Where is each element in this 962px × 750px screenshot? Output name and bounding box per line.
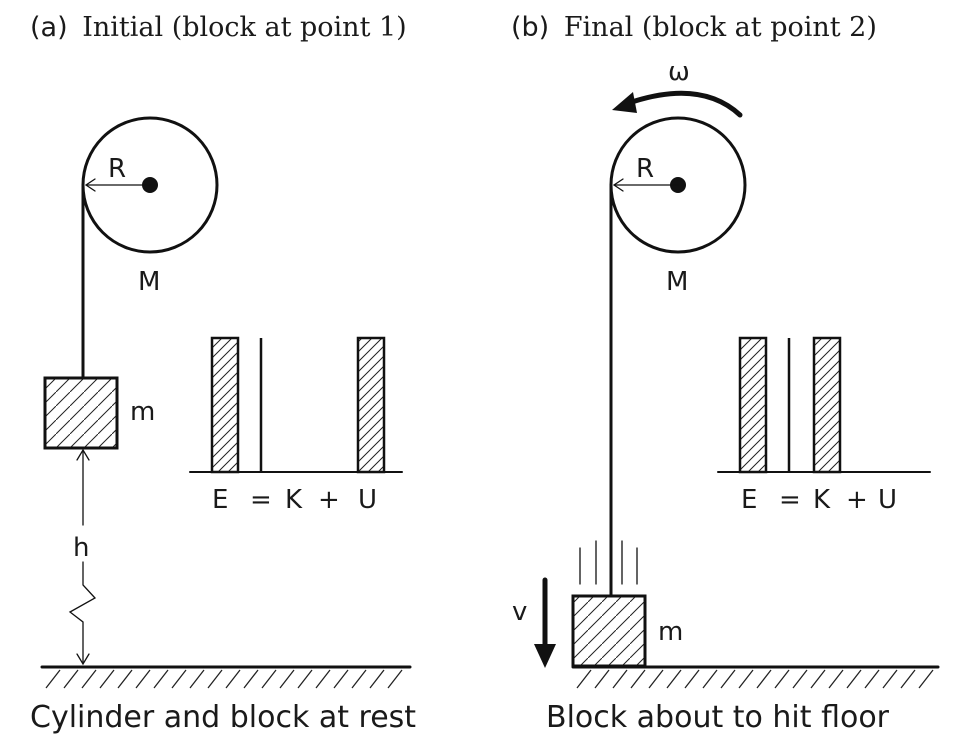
eq-u-b: U — [878, 485, 898, 515]
floor-hatch-line — [847, 670, 861, 688]
floor-hatch-line — [739, 670, 753, 688]
panel-a-tag: (a) — [30, 12, 68, 43]
floor-hatch-line — [208, 670, 222, 688]
velocity-label: v — [512, 597, 528, 627]
floor-hatch-line — [703, 670, 717, 688]
floor-hatch-line — [919, 670, 933, 688]
floor-hatch-line — [262, 670, 276, 688]
floor-hatch-line — [100, 670, 114, 688]
floor-hatch-line — [631, 670, 645, 688]
floor-hatch-line — [811, 670, 825, 688]
floor-hatch-line — [757, 670, 771, 688]
eq-k-b: K — [813, 485, 831, 515]
eq-plus-a: + — [318, 485, 340, 515]
eq-eq-b: = — [779, 485, 801, 515]
floor-hatch-line — [64, 670, 78, 688]
floor-hatch-line — [829, 670, 843, 688]
motion-lines — [580, 541, 637, 584]
energy-bars-a — [190, 338, 402, 472]
panel-b — [511, 12, 938, 735]
height-break-line — [70, 562, 95, 662]
panel-a-title-text: Initial (block at point 1) — [82, 12, 407, 43]
floor-hatch-line — [298, 670, 312, 688]
floor-hatch-line — [118, 670, 132, 688]
floor-hatch-a — [46, 670, 402, 688]
energy-a-bar-u — [358, 338, 384, 472]
energy-bars-b — [718, 338, 930, 472]
cylinder-mass-label-b: M — [666, 267, 689, 297]
energy-equation-a — [212, 485, 377, 515]
floor-hatch-b — [577, 670, 933, 688]
height-label: h — [73, 533, 90, 563]
floor-hatch-line — [649, 670, 663, 688]
block-mass-label-b: m — [658, 617, 684, 647]
floor-hatch-line — [46, 670, 60, 688]
radius-label-b: R — [636, 154, 655, 184]
eq-e-a: E — [212, 485, 229, 515]
omega-arrowhead — [612, 92, 637, 113]
cylinder-mass-label-a: M — [138, 267, 161, 297]
floor-hatch-line — [352, 670, 366, 688]
floor-hatch-line — [901, 670, 915, 688]
floor-hatch-line — [136, 670, 150, 688]
panel-b-title-text: Final (block at point 2) — [563, 12, 877, 43]
energy-a-bar-e — [212, 338, 238, 472]
floor-hatch-line — [685, 670, 699, 688]
energy-b-bar-e — [740, 338, 766, 472]
floor-hatch-line — [865, 670, 879, 688]
floor-hatch-line — [334, 670, 348, 688]
eq-e-b: E — [741, 485, 758, 515]
floor-hatch-line — [370, 670, 384, 688]
omega-label: ω — [668, 57, 690, 87]
floor-hatch-line — [154, 670, 168, 688]
caption-a: Cylinder and block at rest — [30, 700, 417, 735]
floor-hatch-line — [613, 670, 627, 688]
panel-b-title — [511, 12, 877, 43]
caption-b: Block about to hit floor — [546, 700, 890, 735]
omega-arc — [626, 93, 740, 115]
radius-label-a: R — [108, 154, 127, 184]
floor-hatch-line — [388, 670, 402, 688]
floor-hatch-line — [595, 670, 609, 688]
energy-equation-b — [741, 485, 897, 515]
floor-hatch-line — [172, 670, 186, 688]
floor-hatch-line — [667, 670, 681, 688]
eq-k-a: K — [285, 485, 303, 515]
floor-hatch-line — [190, 670, 204, 688]
floor-hatch-line — [244, 670, 258, 688]
floor-hatch-line — [775, 670, 789, 688]
floor-hatch-line — [226, 670, 240, 688]
velocity-arrowhead — [534, 644, 556, 668]
eq-plus-b: + — [846, 485, 868, 515]
panel-a-title — [30, 12, 407, 43]
eq-eq-a: = — [250, 485, 272, 515]
block-mass-label-a: m — [130, 397, 156, 427]
panel-b-tag: (b) — [511, 12, 550, 43]
floor-hatch-line — [82, 670, 96, 688]
energy-b-bar-k — [814, 338, 840, 472]
eq-u-a: U — [358, 485, 378, 515]
floor-hatch-line — [577, 670, 591, 688]
block-a — [45, 378, 117, 448]
floor-hatch-line — [280, 670, 294, 688]
floor-hatch-line — [883, 670, 897, 688]
panel-a — [30, 12, 416, 735]
floor-hatch-line — [793, 670, 807, 688]
floor-hatch-line — [316, 670, 330, 688]
block-b — [573, 596, 645, 666]
floor-hatch-line — [721, 670, 735, 688]
